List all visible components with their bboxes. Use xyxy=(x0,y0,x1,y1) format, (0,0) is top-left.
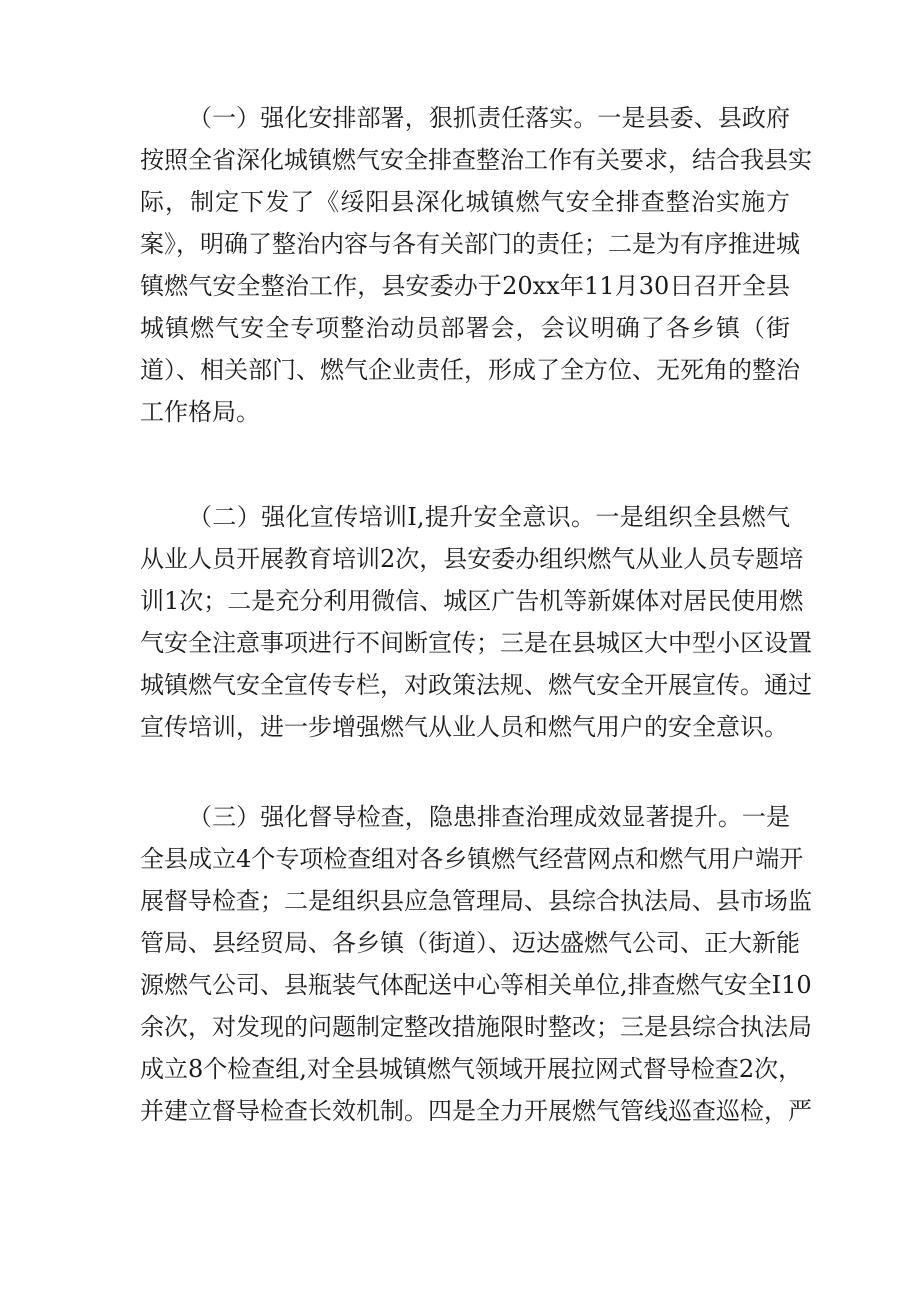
paragraph-line: 工作格局。 xyxy=(140,398,260,426)
paragraph-line: （一）强化安排部署，狠抓责任落实。一是县委、县政府 xyxy=(188,104,790,132)
paragraph-line: 全县成立4个专项检查组对各乡镇燃气经营网点和燃气用户端开 xyxy=(140,845,804,873)
paragraph-line: 城镇燃气安全专项整治动员部署会，会议明确了各乡镇（街 xyxy=(140,314,790,342)
paragraph-line: 镇燃气安全整治工作，县安委办于20xx年11月30日召开全县 xyxy=(140,272,790,300)
paragraph-line: 案》，明确了整治内容与各有关部门的责任；二是为有序推进城 xyxy=(140,230,800,258)
paragraph-line: 余次，对发现的问题制定整改措施限时整改；三是县综合执法局 xyxy=(140,1013,812,1041)
paragraph-line: （二）强化宣传培训I,提升安全意识。一是组织全县燃气 xyxy=(188,503,790,531)
paragraph-line: 宣传培训，进一步增强燃气从业人员和燃气用户的安全意识。 xyxy=(140,713,788,741)
paragraph-line: 展督导检查；二是组织县应急管理局、县综合执法局、县市场监 xyxy=(140,887,812,915)
paragraph-1 xyxy=(140,97,812,433)
paragraph-line: 从业人员开展教育培训2次，县安委办组织燃气从业人员专题培 xyxy=(140,545,804,573)
paragraph-line: 训1次；二是充分利用微信、城区广告机等新媒体对居民使用燃 xyxy=(140,587,804,615)
paragraph-line: 成立8个检查组,对全县城镇燃气领域开展拉网式督导检查2次， xyxy=(140,1055,803,1083)
paragraph-3 xyxy=(140,796,812,1132)
paragraph-line: 际，制定下发了《绥阳县深化城镇燃气安全排查整治实施方 xyxy=(140,188,790,216)
paragraph-line: 按照全省深化城镇燃气安全排查整治工作有关要求，结合我县实 xyxy=(140,146,812,174)
paragraph-line: 气安全注意事项进行不间断宣传；三是在县城区大中型小区设置 xyxy=(140,629,812,657)
paragraph-line: 并建立督导检查长效机制。四是全力开展燃气管线巡查巡检，严 xyxy=(140,1097,812,1125)
paragraph-line: 管局、县经贸局、各乡镇（街道）、迈达盛燃气公司、正大新能 xyxy=(140,929,800,957)
paragraph-line: 源燃气公司、县瓶装气体配送中心等相关单位,排查燃气安全I10 xyxy=(140,971,812,999)
paragraph-2 xyxy=(140,496,812,748)
paragraph-line: 道）、相关部门、燃气企业责任，形成了全方位、无死角的整治 xyxy=(140,356,800,384)
paragraph-line: （三）强化督导检查，隐患排查治理成效显著提升。一是 xyxy=(188,803,790,831)
paragraph-line: 城镇燃气安全宣传专栏，对政策法规、燃气安全开展宣传。通过 xyxy=(140,671,812,699)
